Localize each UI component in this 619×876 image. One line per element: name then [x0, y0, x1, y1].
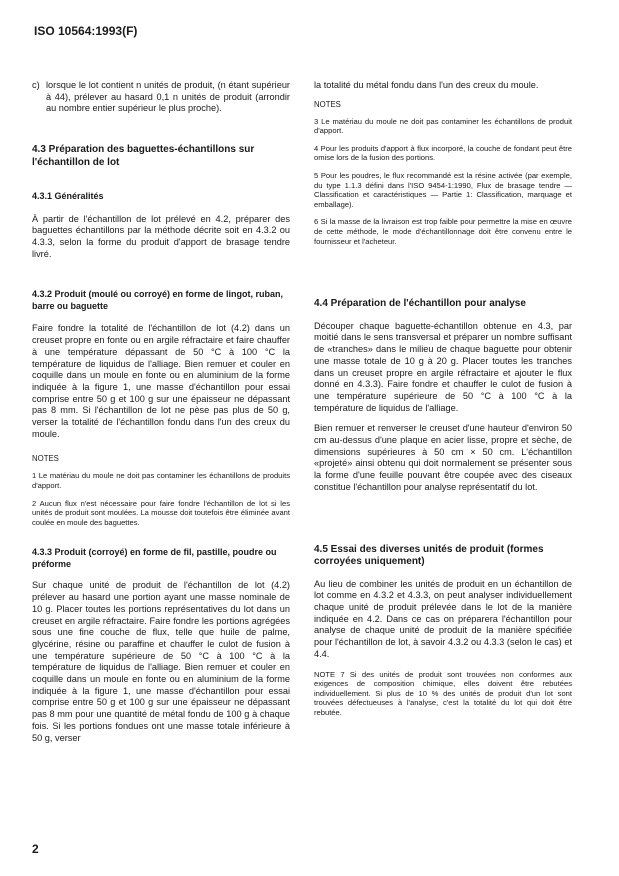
- left-column: [32, 80, 290, 753]
- note-4: 4 Pour les produits d'apport à flux incorporé, la couche de fondant peut être omise lors de la fusion des portions.: [314, 143, 572, 163]
- note-7: NOTE 7 Si des unités de produit sont trouvées non conformes aux exigences de composition chimique, elles doivent être rebutées individuellement. Si plus de 10 % des unités de produit d'un lot sont trouvées défectueuses à l'analyse, c'est la totalité du lot qui doit être rebutée.: [314, 669, 572, 717]
- section-4-4-title: 4.4 Préparation de l'échantillon pour analyse: [314, 298, 526, 310]
- list-item-label: c): [32, 80, 40, 90]
- section-4-3-title: 4.3 Préparation des baguettes-échantillons sur l'échantillon de lot: [32, 144, 255, 168]
- list-item-text: lorsque le lot contient n unités de produit, (n étant supérieur à 44), prélever au hasard 0,1 n unités de produit (arrondir au nombre entier supérieur le plus proche).: [46, 80, 290, 114]
- section-4-5-paragraph-1: Au lieu de combiner les unités de produit en un échantillon de lot comme en 4.3.2 et 4.3.3, on peut analyser individuellement chaque unité de produit prélevée dans le lot de la manière indiquée en 4.2. Dans ce cas on préparera l'échantillon pour analyse de chaque unité de produit de la manière spécifiée pour l'échantillon de lot, à savoir 4.3.2 ou 4.3.3 (selon le cas) et 4.4.: [314, 578, 572, 659]
- note-1: 1 Le matériau du moule ne doit pas contaminer les échantillons de produits d'apport.: [32, 471, 290, 491]
- document-header: ISO 10564:1993(F): [34, 24, 138, 38]
- section-4-3-2-title: 4.3.2 Produit (moulé ou corroyé) en forme de lingot, ruban, barre ou baguette: [32, 289, 284, 311]
- section-4-4-paragraph-2: Bien remuer et renverser le creuset d'une hauteur d'environ 50 cm au-dessus d'une plaque en acier lisse, propre et sèche, de dimensions supérieures à 50 cm × 50 cm. L'échantillon «projeté» ainsi obtenu qui doit normalement se présenter sous la forme d'une feuille pouvant être coupée avec des ciseaux constitue l'échantillon pour analyse représentatif du lot.: [314, 423, 572, 492]
- section-4-5-title: 4.5 Essai des diverses unités de produit (formes corroyées uniquement): [314, 543, 544, 568]
- page-number: 2: [32, 842, 39, 856]
- note-5: 5 Pour les poudres, le flux recommandé est la résine activée (par exemple, du type 1.1.3 défini dans l'ISO 9454-1:1990, Flux de brasage tendre — Classification et caractéristiques — Partie 1: Classification, marquage et emballage).: [314, 171, 572, 209]
- section-4-3-2-text: Faire fondre la totalité de l'échantillon de lot (4.2) dans un creuset propre en fonte ou en argile réfractaire et faire chauffer à une température dépassant de 50 °C à 100 °C la température de liquidus de l'alliage. Bien remuer et couler en coquille dans un moule en fonte ou en aluminium de la forme indiquée à la figure 1, une masse d'échantillon pour essai comprise entre 50 g et 100 g sur une épaisseur ne dépassant pas 8 mm. Si l'échantillon de lot ne pèse pas plus de 50 g, verser la totalité de l'échantillon fondu dans l'un des creux du moule.: [32, 323, 290, 439]
- notes-label: NOTES: [32, 454, 59, 464]
- note-2: 2 Aucun flux n'est nécessaire pour faire fondre l'échantillon de lot si les unités de produit sont moulées. La mousse doit toutefois être éliminée avant coulée en moule des baguettes.: [32, 498, 290, 527]
- section-4-3-1-title: 4.3.1 Généralités: [32, 191, 104, 202]
- section-4-3-3-text: Sur chaque unité de produit de l'échantillon de lot (4.2) prélever au hasard une portion ayant une masse nominale de 10 g. Placer toutes les portions représentatives du lot dans un creuset en argile réfractaire. Faire fondre les portions agrégées sous une fine couche de flux, telle que huile de palme, glycérine, résine ou paraffine et chauffer le culot de fusion à une température supérieure de 50 °C à 100 °C à la température de liquidus de l'alliage. Bien remuer et couler en coquille dans un moule en fonte ou en aluminium de la forme indiquée à la figure 1, une masse d'échantillon pour essai comprise entre 50 g et 100 g sur une épaisseur ne dépassant pas 8 mm pour une quantité de métal fondu de 100 g à chaque fois. Si les portions fondues ont une masse totale inférieure à 50 g, verser: [32, 580, 290, 743]
- continued-text: la totalité du métal fondu dans l'un des creux du moule.: [314, 80, 539, 90]
- note-6: 6 Si la masse de la livraison est trop faible pour permettre la mise en œuvre de cette méthode, le mode d'échantillonnage doit être convenu entre le fournisseur et l'acheteur.: [314, 217, 572, 246]
- note-3: 3 Le matériau du moule ne doit pas contaminer les échantillons de produit d'apport.: [314, 116, 572, 136]
- right-column: [314, 80, 572, 725]
- notes-label: NOTES: [314, 99, 341, 109]
- section-4-4-paragraph-1: Découper chaque baguette-échantillon obtenue en 4.3, par moitié dans le sens transversal et préparer un nombre suffisant de «tranches» dans le milieu de chaque baguette pour obtenir une masse totale de 10 g à 20 g. Placer toutes les tranches dans un creuset propre en argile réfractaire et ajouter le flux donné en 4.3.3). Faire fondre et chauffer le culot de fusion à une température supérieure de 50 °C à 100 °C à la température de liquidus de l'alliage.: [314, 320, 572, 413]
- section-4-3-3-title: 4.3.3 Produit (corroyé) en forme de fil, pastille, poudre ou préforme: [32, 547, 277, 569]
- list-item-c: [32, 80, 290, 115]
- section-4-3-1-text: À partir de l'échantillon de lot prélevé en 4.2, préparer des baguettes échantillons par la méthode décrite soit en 4.3.2 ou 4.3.3, selon la forme du produit d'apport de brasage tendre livré.: [32, 213, 290, 259]
